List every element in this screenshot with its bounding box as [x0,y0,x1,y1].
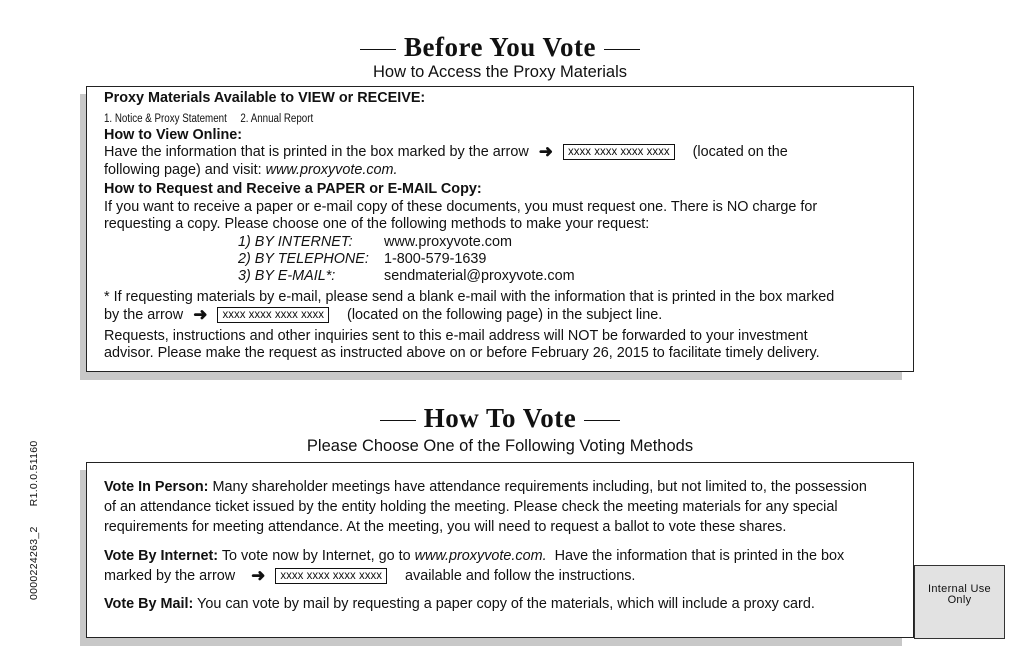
internet-label: Vote By Internet: [104,548,219,564]
view-text-visit: following page) and visit: [104,162,262,178]
email-note-2 [104,307,662,324]
in-person-line3: requirements for meeting attendance. At the meeting, you will need to request a ballot to vote these shares. [104,519,787,535]
email-note-located: (located on the following page) in the subject line. [347,307,663,323]
internet-text: To vote now by Internet, go to [221,548,411,564]
arrow-right-icon: ➜ [538,142,553,162]
before-you-vote-subtitle: How to Access the Proxy Materials [372,63,627,81]
title-dash-right [584,420,620,421]
method-internet [238,234,512,251]
request-text-1: If you want to receive a paper or e-mail copy of these documents, you must request one. There is NO charge for [104,199,818,215]
view-text: Have the information that is printed in the box marked by the arrow [104,144,529,160]
internet-text-arrow: marked by the arrow [104,568,236,584]
method-label: 3) BY E-MAIL*: [238,268,336,284]
mail-text: You can vote by mail by requesting a paper copy of the materials, which will include a proxy card. [197,596,815,612]
proxy-materials-box [86,86,914,372]
footer-line-2: advisor. Please make the request as instructed above on or before February 26, 2015 to facilitate timely delivery. [104,345,820,361]
control-number-box: xxxx xxxx xxxx xxxx [563,144,675,160]
internet-line1 [104,548,844,565]
view-text-located: (located on the [692,144,788,160]
side-document-codes [28,420,40,600]
before-you-vote-title [0,32,1000,63]
view-online-heading: How to View Online: [104,127,243,143]
view-url-link[interactable]: www.proxyvote.com. [265,162,398,178]
internal-use-line2: Only [947,594,972,606]
request-heading: How to Request and Receive a PAPER or E-MAIL Copy: [104,181,482,197]
arrow-right-icon: ➜ [193,305,208,325]
footer-line-1: Requests, instructions and other inquiries sent to this e-mail address will NOT be forwarded to your investment [104,328,808,344]
title-dash-left [360,49,396,50]
method-label: 1) BY INTERNET: [238,234,353,250]
internet-text-b: Have the information that is printed in the box [554,548,845,564]
voting-methods-box [86,462,914,638]
email-note-1: * If requesting materials by e-mail, please send a blank e-mail with the information that is printed in the box marked [104,289,835,305]
internet-text-follow: available and follow the instructions. [405,568,636,584]
before-title-text: Before You Vote [404,32,596,62]
how-to-vote-title [0,403,1000,434]
control-number-box: xxxx xxxx xxxx xxxx [275,568,387,584]
control-number-box: xxxx xxxx xxxx xxxx [217,307,329,323]
request-text-2: requesting a copy. Please choose one of the following methods to make your request: [104,216,650,232]
in-person-line1 [104,479,867,496]
materials-list: 1. Notice & Proxy Statement 2. Annual Report [104,113,314,125]
title-dash-right [604,49,640,50]
view-online-line1 [104,144,788,161]
internet-line2 [104,568,635,585]
side-code-2: R1.0.0.51160 [28,440,40,507]
mail-label: Vote By Mail: [104,596,194,612]
internet-url-link[interactable]: www.proxyvote.com. [414,548,547,564]
in-person-line2: of an attendance ticket issued by the entity holding the meeting. Please check the meeting materials for any special [104,499,838,515]
how-to-vote-subtitle: Please Choose One of the Following Voting Methods [306,437,694,455]
method-value[interactable]: 1-800-579-1639 [384,251,487,267]
mail-line [104,596,815,613]
in-person-label: Vote In Person: [104,479,209,495]
arrow-right-icon: ➜ [251,566,266,586]
method-value[interactable]: sendmaterial@proxyvote.com [384,268,575,284]
internal-use-line1: Internal Use [928,583,991,595]
method-label: 2) BY TELEPHONE: [238,251,369,267]
title-dash-left [380,420,416,421]
method-telephone [238,251,486,268]
side-code-1: 0000224263_2 [28,526,40,600]
email-note-text: by the arrow [104,307,184,323]
how-title-text: How To Vote [423,403,577,433]
internal-use-box [914,565,1005,639]
method-value[interactable]: www.proxyvote.com [384,234,512,250]
materials-heading: Proxy Materials Available to VIEW or RECEIVE: [104,90,426,106]
in-person-text: Many shareholder meetings have attendance requirements including, but not limited to, the possession [212,479,867,495]
method-email [238,268,575,285]
view-online-line2 [104,162,398,179]
